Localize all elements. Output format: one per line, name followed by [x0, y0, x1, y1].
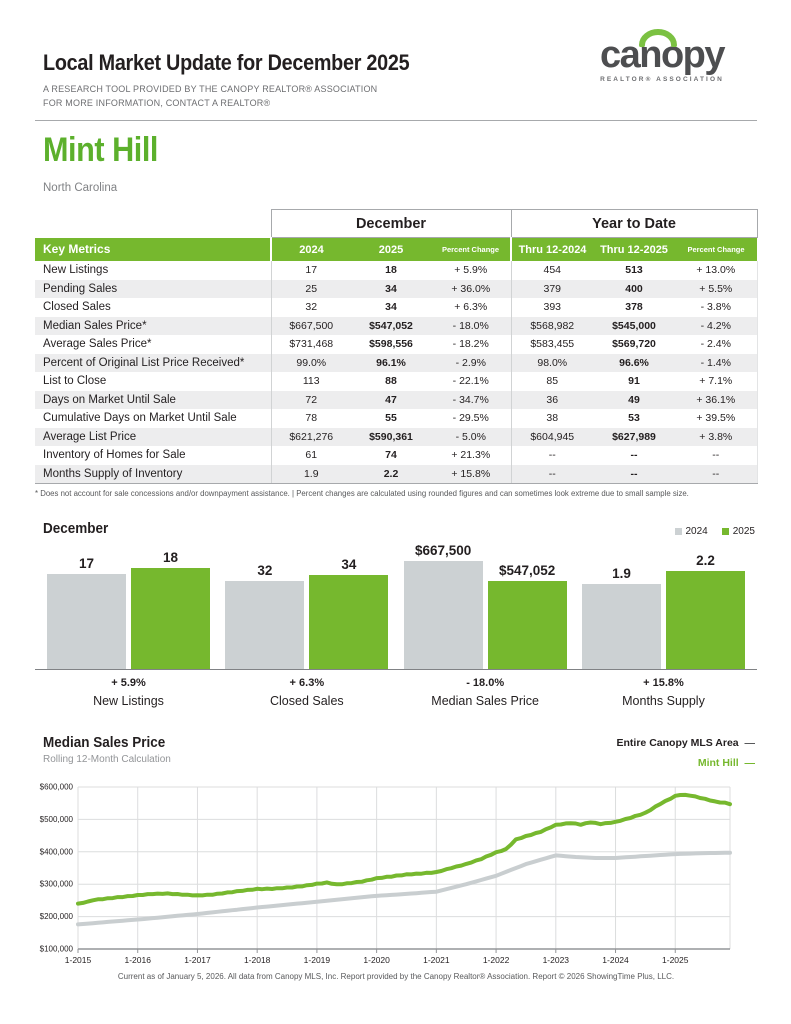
table-row — [35, 409, 757, 428]
bar-chart-header — [35, 520, 757, 537]
bar-caption — [47, 677, 210, 708]
metric-value-cell: $569,720 — [612, 338, 656, 351]
table-row — [35, 465, 757, 484]
legend-2025-swatch-icon — [722, 528, 729, 535]
x-axis-tick-label: 1-2020 — [363, 954, 390, 965]
mint-hill-line-dash-icon: — — [744, 756, 755, 769]
metric-value-cell: $621,276 — [271, 428, 351, 447]
bar-2024 — [582, 566, 661, 669]
bar-pct-change-label: + 5.9% — [111, 677, 146, 689]
metric-value-cell: 99.0% — [271, 354, 351, 373]
legend-2024-label: 2024 — [685, 526, 708, 537]
bar-value-label: 34 — [341, 557, 357, 572]
metric-value-cell: - 18.2% — [452, 338, 489, 351]
legend-canopy-mls-area: Entire Canopy MLS Area — — [616, 737, 755, 749]
metric-value-cell: 74 — [385, 449, 397, 462]
y-axis-tick-label: $400,000 — [39, 847, 73, 857]
table-row — [35, 261, 757, 280]
metric-value-cell: - 1.4% — [675, 354, 757, 373]
metric-value-cell: 38 — [511, 409, 593, 428]
bar-value-label: 32 — [257, 562, 273, 578]
metric-value-cell: 113 — [271, 372, 351, 391]
metric-value-cell: + 3.8% — [675, 428, 757, 447]
line-chart-titles — [43, 734, 179, 765]
bar-2024-rect — [47, 574, 126, 669]
bar-category-label: Median Sales Price — [431, 694, 539, 708]
y-axis-tick-label: $600,000 — [39, 782, 73, 792]
bar-caption — [582, 677, 745, 708]
metric-value-cell: -- — [675, 446, 757, 465]
legend-2024-swatch-icon — [675, 528, 682, 535]
legend-2025-label: 2025 — [732, 526, 755, 537]
canopy-line-dash-icon: — — [744, 737, 755, 749]
line-chart-header — [35, 734, 757, 774]
metric-value-cell: + 6.3% — [454, 301, 488, 314]
metric-value-cell: - 29.5% — [452, 412, 489, 425]
ytd-group-header: Year to Date — [511, 210, 757, 238]
metric-value-cell: + 7.1% — [675, 372, 757, 391]
bar-2024 — [47, 556, 126, 669]
metric-value-cell: $547,052 — [369, 319, 413, 332]
col-header-2025: 2025 — [351, 238, 431, 262]
table-group-header-row — [35, 210, 757, 238]
key-metrics-table — [35, 209, 758, 484]
metric-value-cell: 18 — [385, 264, 397, 277]
metric-name-cell: New Listings — [43, 264, 109, 277]
metric-value-cell: -- — [511, 446, 593, 465]
metric-value-cell: - 34.7% — [452, 393, 489, 406]
line-chart-plot — [35, 776, 757, 970]
metric-name-cell: List to Close — [43, 375, 107, 388]
canopy-logo-wordmark: canopy — [577, 36, 747, 74]
y-axis-tick-label: $300,000 — [39, 879, 73, 889]
table-column-header-row — [35, 238, 757, 262]
metric-value-cell: - 18.0% — [452, 319, 489, 332]
metric-value-cell: 55 — [385, 412, 397, 425]
bar-category-label: New Listings — [93, 694, 164, 708]
metric-value-cell: - 3.8% — [675, 298, 757, 317]
metric-name-cell: Average Sales Price* — [43, 338, 152, 351]
bar-value-label: 18 — [162, 550, 179, 565]
metric-name-cell: Inventory of Homes for Sale — [43, 449, 186, 462]
bar-chart-baseline — [35, 669, 757, 670]
bar-2025 — [488, 563, 567, 670]
metric-name-cell: Pending Sales — [43, 282, 118, 295]
y-axis-tick-label: $200,000 — [39, 911, 73, 921]
table-row — [35, 372, 757, 391]
bar-pct-change-label: + 15.8% — [643, 677, 684, 689]
bar-group-median-sales-price — [404, 543, 567, 669]
empty-corner-cell — [35, 210, 271, 238]
metric-value-cell: - 22.1% — [452, 375, 489, 388]
line-series-entire-canopy-mls-area — [78, 853, 730, 925]
metric-value-cell: 32 — [271, 298, 351, 317]
col-header-key-metrics: Key Metrics — [35, 238, 271, 262]
metric-value-cell: 25 — [271, 280, 351, 299]
col-header-thru-2025: Thru 12-2025 — [593, 238, 675, 262]
y-axis-tick-label: $500,000 — [39, 814, 73, 824]
col-header-thru-2024: Thru 12-2024 — [511, 238, 593, 262]
table-footnote: * Does not account for sale concessions and/or downpayment assistance. | Percent changes are calculated using rounded figures and can sometimes look extreme due to small sample size. — [35, 489, 689, 498]
line-chart-legend — [617, 734, 755, 774]
x-axis-tick-label: 1-2022 — [482, 954, 510, 965]
metric-value-cell: 379 — [511, 280, 593, 299]
metric-value-cell: 34 — [385, 282, 397, 295]
table-row — [35, 335, 757, 354]
line-chart-subtitle: Rolling 12-Month Calculation — [43, 754, 171, 765]
metric-value-cell: - 2.9% — [455, 356, 486, 369]
bar-chart-title: December — [43, 520, 109, 537]
metric-value-cell: - 4.2% — [675, 317, 757, 336]
metric-value-cell: + 13.0% — [675, 261, 757, 280]
metric-value-cell: -- — [675, 465, 757, 484]
metric-name-cell: Months Supply of Inventory — [35, 465, 271, 484]
metric-value-cell: 88 — [385, 375, 397, 388]
december-group-header: December — [271, 210, 511, 238]
metric-value-cell: 513 — [625, 264, 643, 277]
bar-group-closed-sales — [225, 557, 388, 669]
bar-value-label: 17 — [78, 555, 95, 571]
bar-2024-rect — [582, 584, 661, 669]
metric-name-cell: Median Sales Price* — [43, 319, 147, 332]
canopy-logo — [577, 36, 747, 83]
metric-value-cell: $627,989 — [612, 430, 656, 443]
metric-name-cell: Cumulative Days on Market Until Sale — [43, 412, 237, 425]
key-metrics-section — [35, 209, 757, 498]
bar-value-label: 1.9 — [612, 566, 631, 582]
metric-name-cell: Closed Sales — [43, 301, 111, 314]
bar-2025-rect — [309, 575, 388, 669]
state-label: North Carolina — [43, 182, 118, 194]
bar-2024-rect — [225, 581, 304, 670]
bar-group-new-listings — [47, 550, 210, 669]
table-row — [35, 317, 757, 336]
metric-value-cell: $604,945 — [511, 428, 593, 447]
x-axis-tick-label: 1-2023 — [542, 954, 570, 965]
metric-value-cell: 393 — [511, 298, 593, 317]
report-header — [35, 0, 757, 110]
metric-value-cell: - 5.0% — [455, 430, 486, 443]
metric-value-cell: + 21.3% — [451, 449, 491, 462]
x-axis-tick-label: 1-2019 — [303, 954, 331, 965]
median-price-line-chart-section — [35, 734, 757, 970]
metric-value-cell: 91 — [628, 375, 640, 388]
metric-value-cell: + 5.9% — [454, 264, 488, 277]
metric-value-cell: 47 — [385, 393, 397, 406]
area-title: Mint Hill — [43, 131, 158, 169]
bar-2025 — [131, 550, 210, 669]
y-axis-tick-label: $100,000 — [39, 944, 73, 954]
x-axis-tick-label: 1-2017 — [184, 954, 211, 965]
bar-pct-change-label: - 18.0% — [466, 677, 505, 689]
metric-value-cell: 1.9 — [271, 465, 351, 484]
metric-value-cell: 72 — [271, 391, 351, 410]
canopy-logo-subtext: REALTOR® ASSOCIATION — [600, 76, 724, 83]
bar-value-label: 2.2 — [696, 553, 715, 568]
metric-value-cell: 96.6% — [619, 356, 649, 369]
col-header-pct-change-dec: Percent Change — [431, 238, 511, 262]
metric-value-cell: 98.0% — [511, 354, 593, 373]
bar-value-label: $547,052 — [499, 562, 556, 578]
x-axis-tick-label: 1-2015 — [64, 954, 92, 965]
bar-2025 — [666, 553, 745, 669]
metric-value-cell: 49 — [628, 393, 640, 406]
metric-value-cell: 454 — [511, 261, 593, 280]
table-row — [35, 298, 757, 317]
bar-category-label: Months Supply — [622, 694, 705, 708]
metric-value-cell: 36 — [511, 391, 593, 410]
metric-value-cell: -- — [511, 465, 593, 484]
subtitle-line-2: FOR MORE INFORMATION, CONTACT A REALTOR® — [43, 97, 271, 108]
metric-value-cell: $667,500 — [271, 317, 351, 336]
bar-group-months-supply — [582, 553, 745, 669]
metric-name-cell: Average List Price — [43, 430, 137, 443]
metric-value-cell: -- — [630, 449, 638, 462]
metric-value-cell: 85 — [511, 372, 593, 391]
metric-value-cell: + 39.5% — [675, 409, 757, 428]
x-axis-tick-label: 1-2018 — [243, 954, 271, 965]
metric-value-cell: $568,982 — [511, 317, 593, 336]
table-row — [35, 428, 757, 447]
metric-value-cell: $583,455 — [511, 335, 593, 354]
table-row — [35, 391, 757, 410]
metric-value-cell: - 2.4% — [675, 335, 757, 354]
report-footer: Current as of January 5, 2026. All data from Canopy MLS, Inc. Report provided by the Canopy Realtor® Association. Report © 2026 ShowingTime Plus, LLC. — [117, 971, 675, 981]
metric-value-cell: + 36.1% — [675, 391, 757, 410]
metric-name-cell: Days on Market Until Sale — [43, 393, 176, 406]
metric-value-cell: $598,556 — [369, 338, 413, 351]
table-row — [35, 280, 757, 299]
col-header-pct-change-ytd: Percent Change — [675, 238, 757, 262]
header-divider — [35, 120, 757, 121]
metric-value-cell: $731,468 — [271, 335, 351, 354]
metric-value-cell: + 15.8% — [431, 465, 511, 484]
table-row — [35, 446, 757, 465]
bar-2024-rect — [404, 561, 483, 669]
bar-chart-bars — [35, 539, 757, 669]
bar-2025-rect — [488, 581, 567, 670]
x-axis-tick-label: 1-2025 — [662, 954, 689, 965]
subtitle-line-1: A RESEARCH TOOL PROVIDED BY THE CANOPY REALTOR® ASSOCIATION — [43, 84, 378, 94]
metric-value-cell: -- — [593, 465, 675, 484]
metric-value-cell: + 36.0% — [451, 282, 491, 295]
metric-value-cell: $545,000 — [612, 319, 656, 332]
line-chart-title: Median Sales Price — [43, 734, 166, 751]
metric-value-cell: 61 — [271, 446, 351, 465]
metric-value-cell: 17 — [271, 261, 351, 280]
line-series-mint-hill — [78, 795, 730, 904]
x-axis-tick-label: 1-2016 — [124, 954, 151, 965]
bar-caption — [404, 677, 567, 708]
header-subtitle — [43, 83, 757, 110]
col-header-2024: 2024 — [271, 238, 351, 262]
bar-chart-captions — [35, 677, 757, 708]
bar-2025 — [309, 557, 388, 669]
metric-name-cell: Percent of Original List Price Received* — [43, 356, 245, 369]
bar-2024 — [404, 543, 483, 669]
metric-value-cell: $590,361 — [369, 430, 413, 443]
canopy-arc-icon — [638, 29, 678, 47]
metric-value-cell: + 5.5% — [675, 280, 757, 299]
bar-chart-legend — [661, 526, 756, 537]
x-axis-tick-label: 1-2024 — [602, 954, 629, 965]
bar-caption — [225, 677, 388, 708]
metric-value-cell: 34 — [385, 301, 397, 314]
december-bar-chart-section — [35, 520, 757, 708]
metric-value-cell: 2.2 — [351, 465, 431, 484]
metric-value-cell: 400 — [625, 282, 643, 295]
bar-2025-rect — [131, 568, 210, 669]
metric-value-cell: 78 — [271, 409, 351, 428]
bar-pct-change-label: + 6.3% — [289, 677, 325, 689]
legend-mint-hill: Mint Hill — — [697, 756, 755, 769]
page-title: Local Market Update for December 2025 — [43, 50, 410, 75]
table-row — [35, 354, 757, 373]
bar-2024 — [225, 563, 304, 670]
x-axis-tick-label: 1-2021 — [423, 954, 450, 965]
metric-value-cell: 53 — [628, 412, 640, 425]
bar-value-label: $667,500 — [415, 543, 472, 558]
metric-value-cell: 378 — [625, 301, 643, 314]
bar-category-label: Closed Sales — [270, 694, 344, 708]
bar-2025-rect — [666, 571, 745, 669]
metric-value-cell: 96.1% — [376, 356, 406, 369]
